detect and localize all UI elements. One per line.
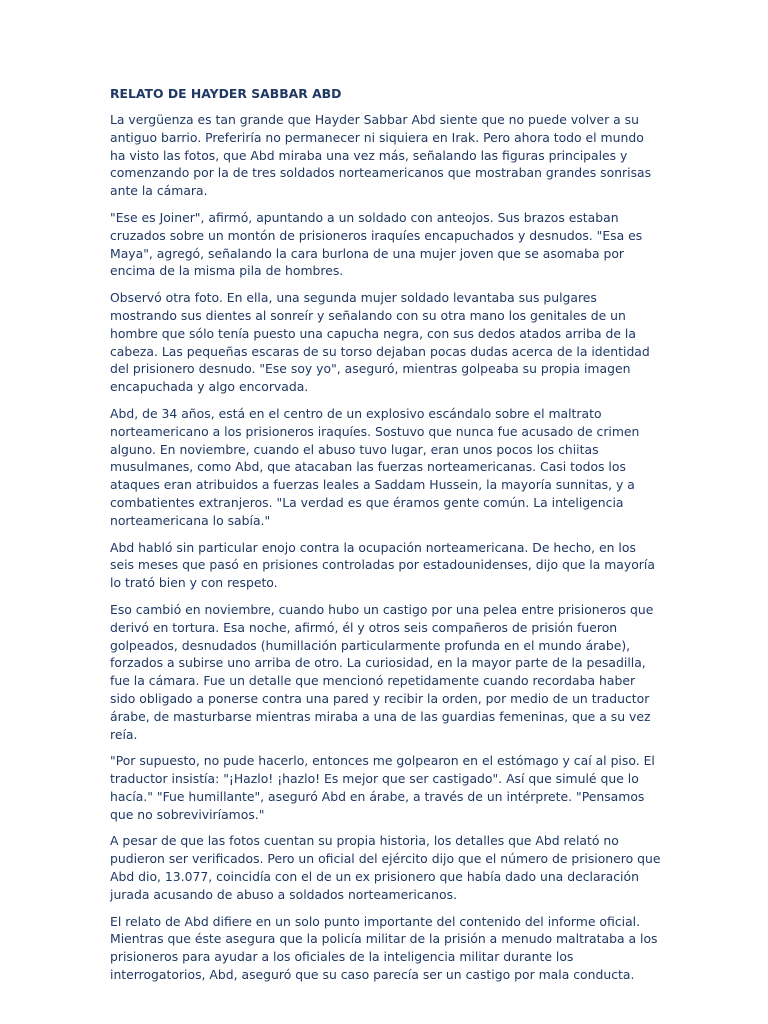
paragraph-2: "Ese es Joiner", afirmó, apuntando a un soldado con anteojos. Sus brazos estaban cruzados sobre un montón de prisioneros iraquíes encapuchados y desnudos. "Esa es Maya", agregó, señalando la cara burlona de una mujer joven que se asomaba por encima de la misma pila de hombres. bbox=[110, 209, 643, 279]
paragraph-9: El relato de Abd difiere en un solo punto importante del contenido del informe oficial. Mientras que éste asegura que la policía militar de la prisión a menudo maltrataba a los prisioneros para ayudar a los oficiales de la inteligencia militar durante los interrogatorios, Abd, aseguró que su caso parecía ser un castigo por mala conducta. bbox=[110, 913, 658, 983]
paragraph-5: Abd habló sin particular enojo contra la ocupación norteamericana. De hecho, en los seis meses que pasó en prisiones controladas por estadounidenses, dijo que la mayoría lo trató bien y con respeto. bbox=[110, 539, 655, 591]
paragraph-7: "Por supuesto, no pude hacerlo, entonces me golpearon en el estómago y caí al piso. El traductor insistía: "¡Hazlo! ¡hazlo! Es mejor que ser castigado". Así que simulé que lo hacía." "Fue humillante", aseguró Abd en árabe, a través de un intérprete. "Pensamos que no sobreviviríamos." bbox=[110, 753, 655, 822]
paragraph-6: Eso cambió en noviembre, cuando hubo un castigo por una pelea entre prisioneros que derivó en tortura. Esa noche, afirmó, él y otros seis compañeros de prisión fueron golpeados, desnudados (humillación particularmente profunda en el mundo árabe), forzados a subirse uno arriba de otro. La curiosidad, en la mayor parte de la pesadilla, fue la cámara. Fue un detalle que mencionó repetidamente cuando recordaba haber sido obligado a ponerse contra una pared y recibir la orden, por medio de un traductor árabe, de masturbarse mientras miraba a una de las guardias femeninas, que a su vez reía. bbox=[110, 601, 654, 742]
paragraph-8: A pesar de que las fotos cuentan su propia historia, los detalles que Abd relató no pudieron ser verificados. Pero un oficial del ejército dijo que el número de prisionero que Abd dio, 13.077, coincidía con el de un ex prisionero que había dado una declaración jurada acusando de abuso a soldados norteamericanos. bbox=[110, 833, 661, 902]
paragraph-4: Abd, de 34 años, está en el centro de un explosivo escándalo sobre el maltrato norteamericano a los prisioneros iraquíes. Sostuvo que nunca fue acusado de crimen alguno. En noviembre, cuando el abuso tuvo lugar, eran unos pocos los chiitas musulmanes, como Abd, que atacaban las fuerzas norteamericanas. Casi todos los ataques eran atribuidos a fuerzas leales a Saddam Hussein, la mayoría sunnitas, y a combatientes extranjeros. "La verdad es que éramos gente común. La inteligencia norteamericana lo sabía." bbox=[110, 405, 640, 528]
document-page bbox=[110, 85, 662, 993]
paragraph-1: La vergüenza es tan grande que Hayder Sabbar Abd siente que no puede volver a su antiguo barrio. Preferiría no permanecer ni siquiera en Irak. Pero ahora todo el mundo ha visto las fotos, que Abd miraba una vez más, señalando las figuras principales y comenzando por la de tres soldados norteamericanos que mostraban grandes sonrisas ante la cámara. bbox=[110, 112, 652, 199]
document-title: RELATO DE HAYDER SABBAR ABD bbox=[110, 86, 342, 101]
paragraph-3: Observó otra foto. En ella, una segunda mujer soldado levantaba sus pulgares mostrando sus dientes al sonreír y señalando con su otra mano los genitales de un hombre que sólo tenía puesto una capucha negra, con sus dedos atados arriba de la cabeza. Las pequeñas escaras de su torso dejaban pocas dudas acerca de la identidad del prisionero desnudo. "Ese soy yo", aseguró, mientras golpeaba su propia imagen encapuchada y algo encorvada. bbox=[110, 290, 650, 395]
